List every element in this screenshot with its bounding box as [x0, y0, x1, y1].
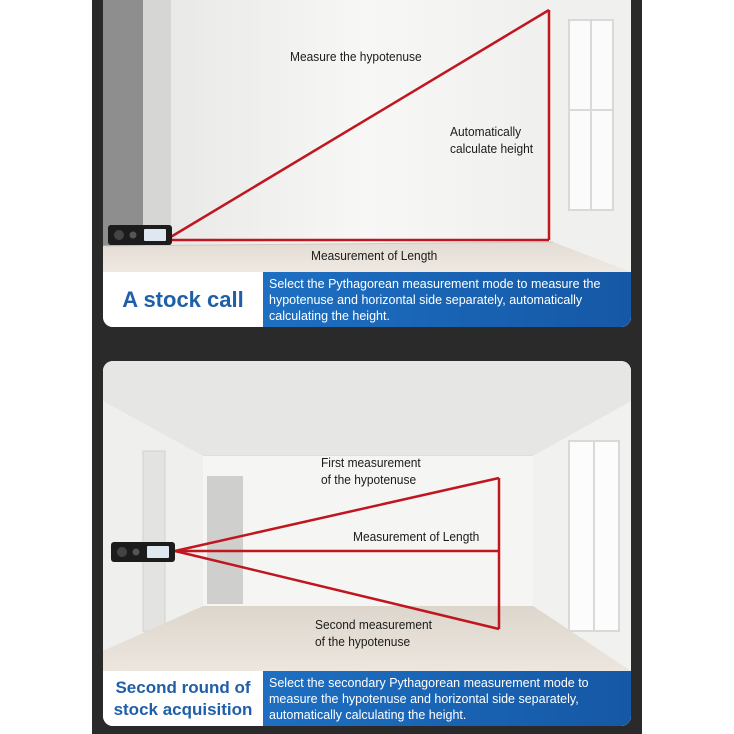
- caption-line: measure the hypotenuse and horizontal side separately,: [269, 692, 579, 706]
- room-scene-one: [103, 0, 631, 272]
- label-first-measurement: First measurement: [321, 455, 421, 470]
- label-measurement-length: Measurement of Length: [353, 529, 480, 544]
- caption-description-one: [263, 272, 631, 327]
- label-first-hypotenuse: of the hypotenuse: [321, 472, 417, 487]
- caption-description-two: [263, 671, 631, 726]
- caption-bar-one: [103, 272, 631, 327]
- caption-title-line: stock acquisition: [113, 699, 253, 719]
- caption-title-stock-call: A stock call: [122, 286, 244, 312]
- label-second-hypotenuse: of the hypotenuse: [315, 634, 411, 649]
- caption-title-line: Second round of: [115, 677, 251, 697]
- label-automatically: Automatically: [450, 124, 522, 139]
- laser-meter-device: [108, 225, 172, 250]
- label-calculate-height: calculate height: [450, 141, 534, 156]
- panel-second-round: [103, 361, 631, 726]
- caption-line: Select the Pythagorean measurement mode to measure the: [269, 277, 601, 291]
- label-second-measurement: Second measurement: [315, 617, 433, 632]
- caption-line: calculating the height.: [269, 309, 390, 323]
- caption-title-second-round: [103, 671, 263, 726]
- caption-line: automatically calculating the height.: [269, 708, 467, 722]
- laser-meter-device: [111, 542, 175, 567]
- caption-bar-two: [103, 671, 631, 726]
- panel-stock-call: [103, 0, 631, 327]
- caption-line: Select the secondary Pythagorean measurement mode to: [269, 676, 589, 690]
- caption-line: hypotenuse and horizontal side separately, automatically: [269, 293, 583, 307]
- label-measure-hypotenuse: Measure the hypotenuse: [290, 49, 422, 64]
- label-measurement-length: Measurement of Length: [311, 248, 438, 263]
